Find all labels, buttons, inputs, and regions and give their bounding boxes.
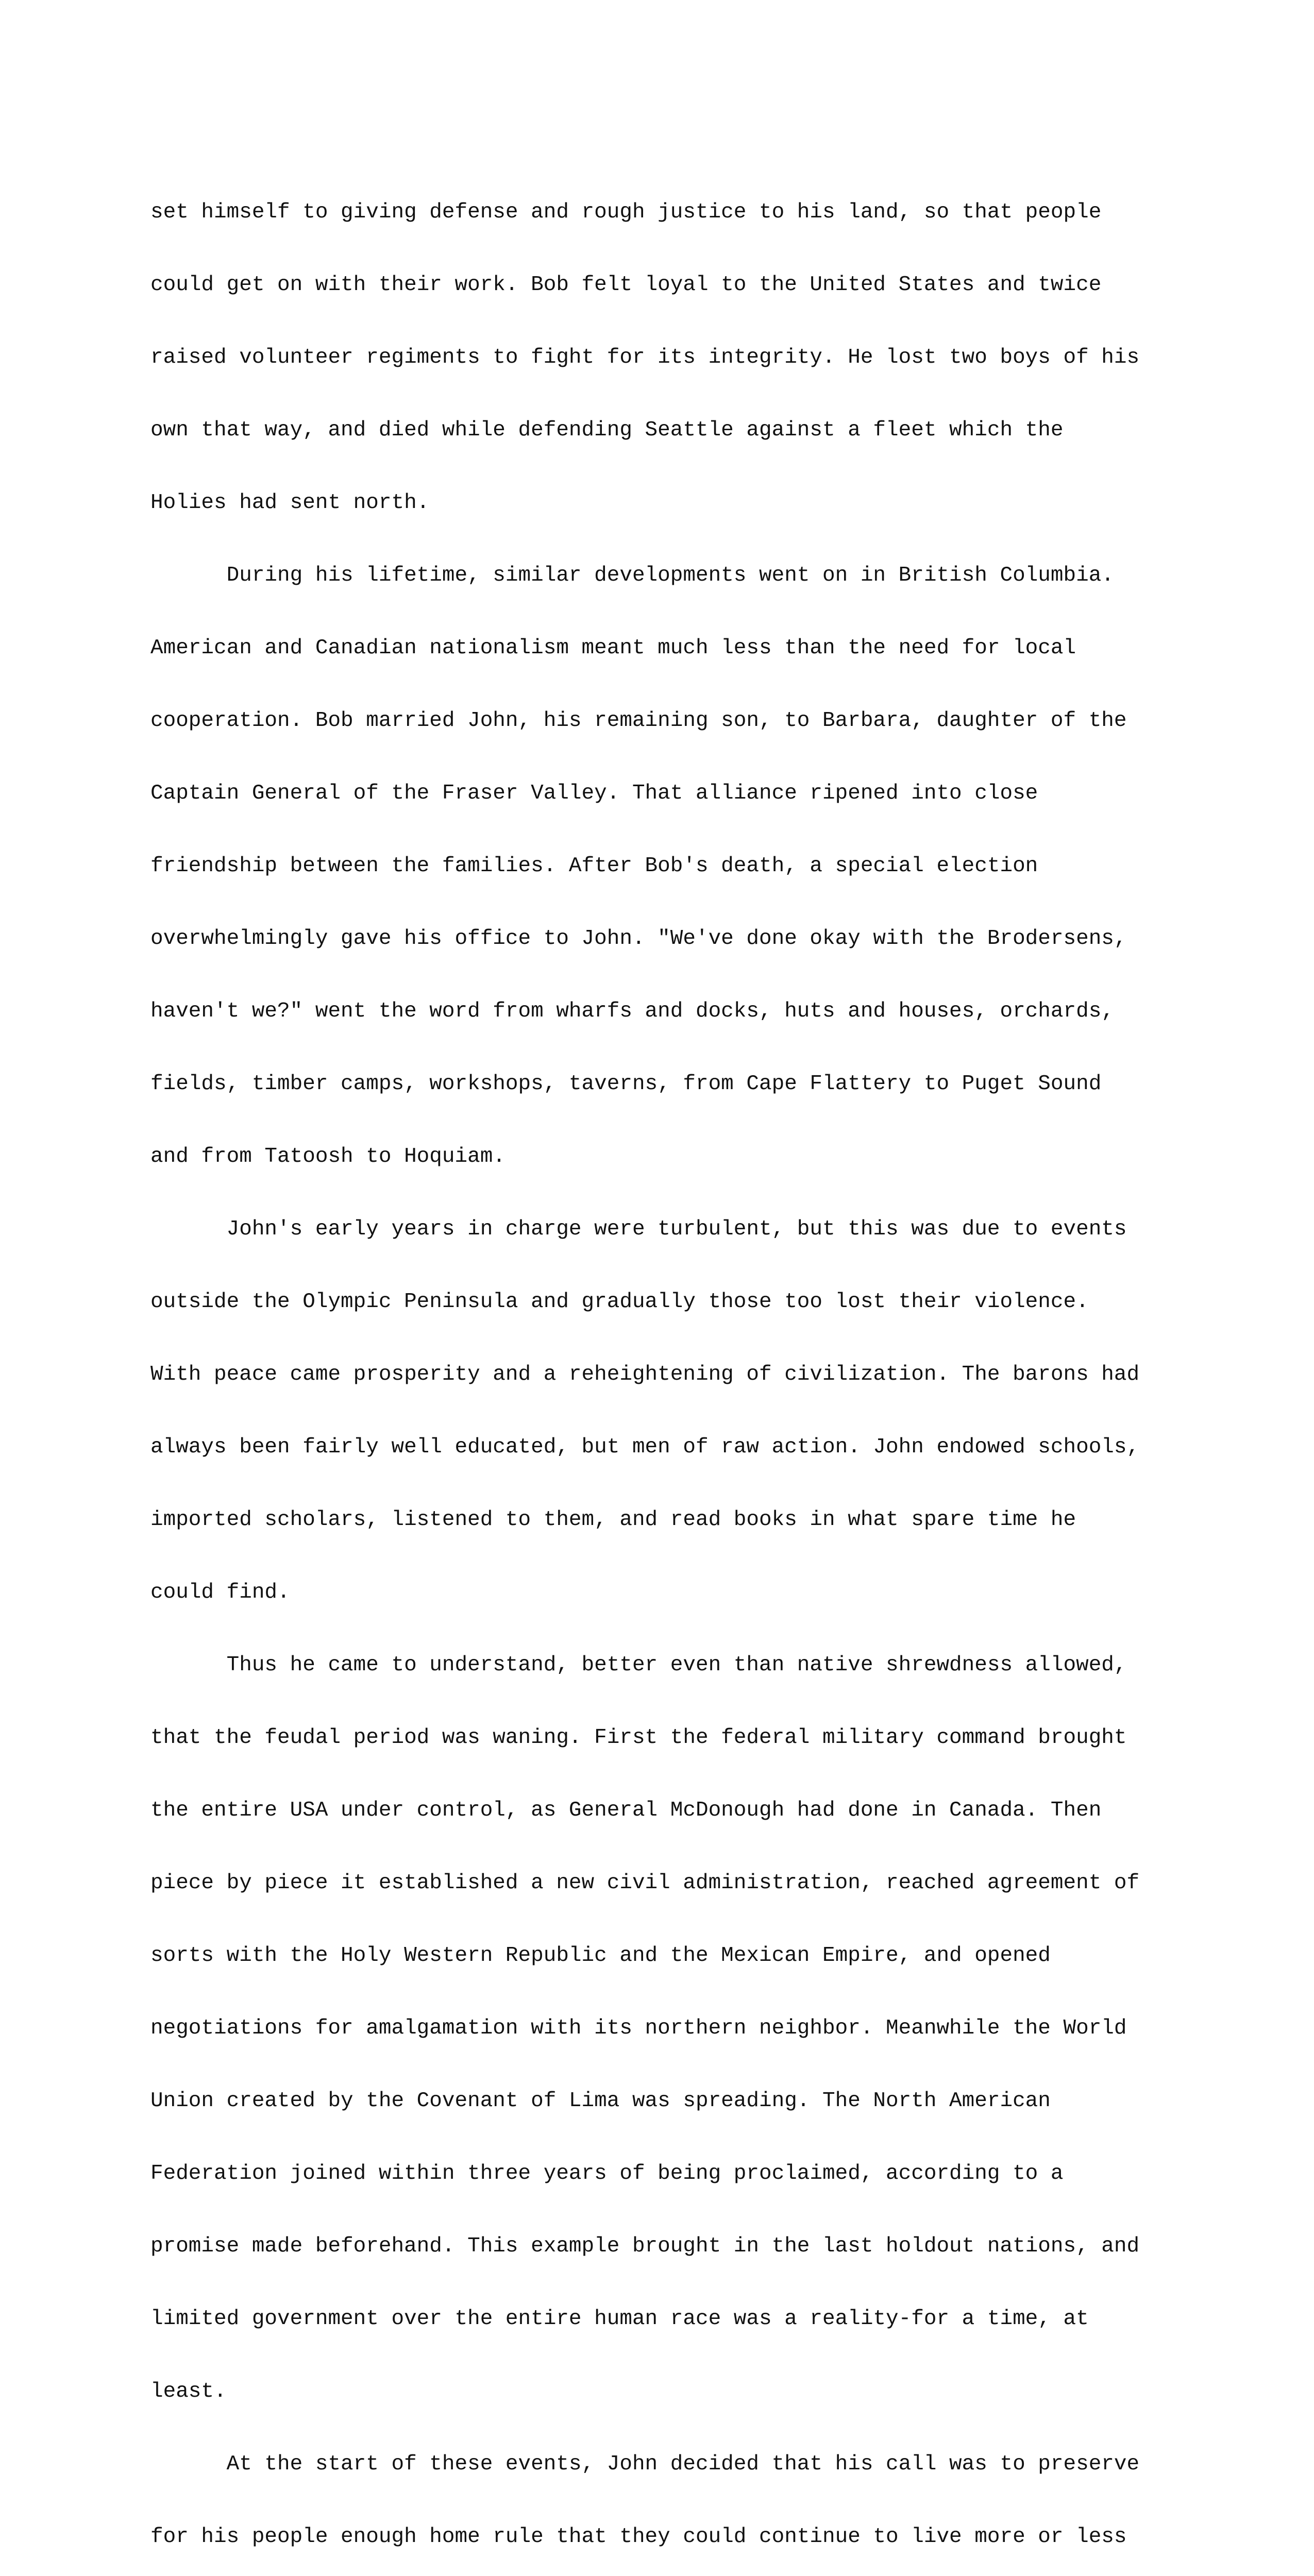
text-line: and from Tatoosh to Hoquiam. [150, 1145, 506, 1168]
text-line: raised volunteer regiments to fight for its integrity. He lost two boys of his [150, 346, 1140, 369]
text-line: Federation joined within three years of being proclaimed, according to a [150, 2162, 1064, 2185]
text-line: set himself to giving defense and rough justice to his land, so that people [150, 200, 1102, 224]
text-line: overwhelmingly gave his office to John. "We've done okay with the Brodersens, [150, 927, 1127, 951]
text-line: the entire USA under control, as General McDonough had done in Canada. Then [150, 1799, 1102, 1822]
text-line: could find. [150, 1581, 290, 1604]
text-line: Thus he came to understand, better even than native shrewdness allowed, [150, 1653, 1127, 1677]
text-line: John's early years in charge were turbulent, but this was due to events [150, 1217, 1127, 1241]
text-line: At the start of these events, John decided that his call was to preserve [150, 2452, 1140, 2476]
text-line: limited government over the entire human race was a reality-for a time, at [150, 2307, 1089, 2331]
text-line: piece by piece it established a new civil administration, reached agreement of [150, 1871, 1140, 1895]
text-line: promise made beforehand. This example brought in the last holdout nations, and [150, 2234, 1140, 2258]
text-line: own that way, and died while defending Seattle against a fleet which the [150, 418, 1064, 442]
text-line: During his lifetime, similar developments went on in British Columbia. [150, 564, 1114, 587]
text-line: imported scholars, listened to them, and read books in what spare time he [150, 1508, 1076, 1532]
text-line: friendship between the families. After Bob's death, a special election [150, 854, 1038, 878]
text-line: that the feudal period was waning. First the federal military command brought [150, 1726, 1127, 1750]
text-line: Holies had sent north. [150, 491, 430, 515]
text-line: sorts with the Holy Western Republic and the Mexican Empire, and opened [150, 1944, 1051, 1968]
text-line: fields, timber camps, workshops, taverns, from Cape Flattery to Puget Sound [150, 1072, 1102, 1096]
text-line: could get on with their work. Bob felt loyal to the United States and twice [150, 273, 1102, 297]
text-line: American and Canadian nationalism meant much less than the need for local [150, 636, 1076, 660]
text-line: cooperation. Bob married John, his remaining son, to Barbara, daughter of the [150, 709, 1127, 733]
text-line: Union created by the Covenant of Lima was spreading. The North American [150, 2089, 1051, 2113]
text-line: With peace came prosperity and a reheightening of civilization. The barons had [150, 1363, 1140, 1386]
text-line: always been fairly well educated, but men of raw action. John endowed schools, [150, 1435, 1140, 1459]
manuscript-text [150, 152, 1181, 2576]
text-line: outside the Olympic Peninsula and gradually those too lost their violence. [150, 1290, 1089, 1314]
text-line: negotiations for amalgamation with its northern neighbor. Meanwhile the World [150, 2016, 1127, 2040]
text-line: for his people enough home rule that they could continue to live more or less [150, 2525, 1127, 2549]
text-line: haven't we?" went the word from wharfs and docks, huts and houses, orchards, [150, 999, 1114, 1023]
text-line: Captain General of the Fraser Valley. That alliance ripened into close [150, 782, 1038, 805]
text-line: least. [150, 2380, 227, 2403]
